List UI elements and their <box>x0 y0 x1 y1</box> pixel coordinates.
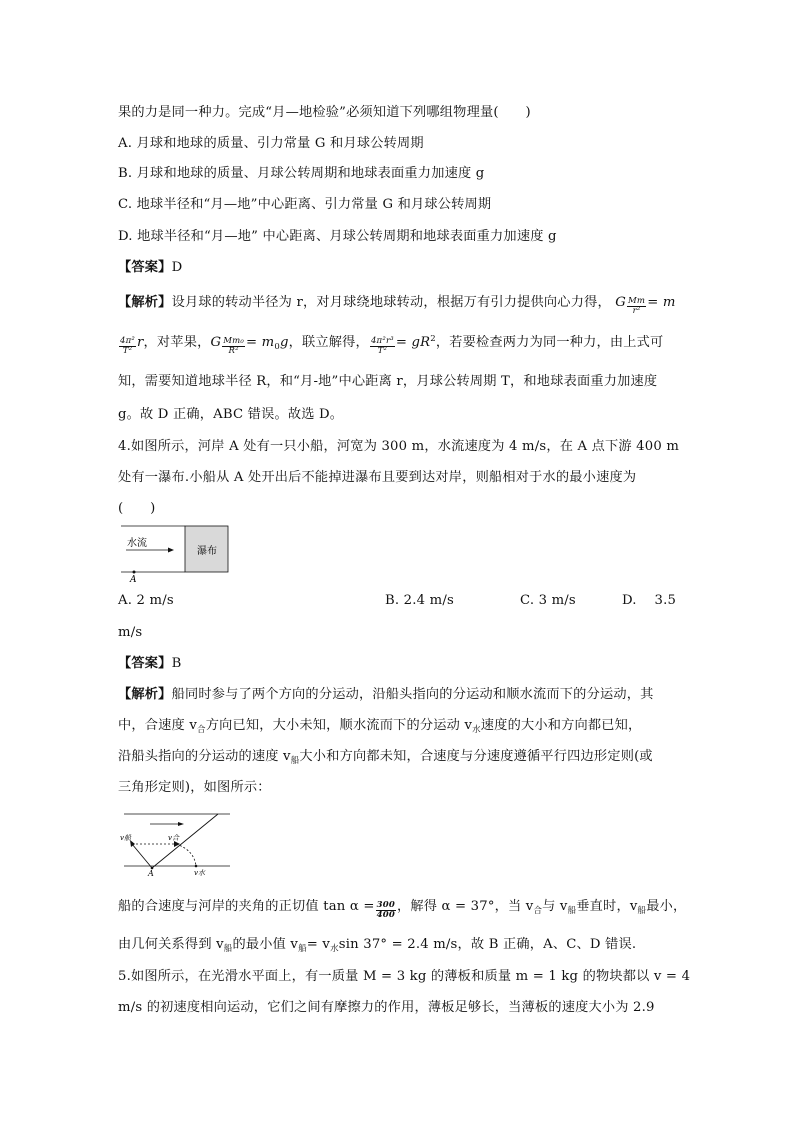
analysis-label: 【解析】 <box>118 295 172 310</box>
v-shui-label: v水 <box>194 869 205 877</box>
flow-label: 水流 <box>127 538 147 549</box>
q3-option-c: C. 地球半径和“月—地”中心距离、引力常量 G 和月球公转周期 <box>118 197 492 212</box>
answer-label: 【答案】 <box>118 260 172 275</box>
q5-stem-line1: 5.如图所示，在光滑水平面上，有一质量 M = 3 kg 的薄板和质量 m = 1 kg 的物块都以 v = 4 <box>118 969 691 984</box>
q4-conclusion-line2: 由几何关系得到 $v_船$的最小值 $v_船= v_水\sin$ 37° = 2.4 m/s，故 B 正确，A、C、D 错误. <box>118 937 637 954</box>
answer-value: B <box>171 656 182 671</box>
answer-label: 【答案】 <box>118 656 172 671</box>
q3-option-b: B. 月球和地球的质量、月球公转周期和地球表面重力加速度 g <box>118 166 485 181</box>
q4-option-d-unit: m/s <box>118 625 143 640</box>
q4-option-a: A. 2 m/s <box>118 593 174 608</box>
q3-option-a: A. 月球和地球的质量、引力常量 G 和月球公转周期 <box>118 136 424 151</box>
q4-stem-line3: ( ) <box>118 501 156 516</box>
q3-analysis-line2: $\frac{\text{4π²}}{\text{T²}}$ r，对苹果，G $\frac{\text{Mm₀}}{\text{R²}}$ = $m_0g$，联立解得， $\frac{\text{4π²r³}}{\text{T²}}$ = $gR^2$，若要检查两力为同一种力，由上式可 <box>120 334 664 356</box>
analysis-text: ，联立解得， <box>288 335 369 350</box>
v-chuan-label: v船 <box>120 834 131 842</box>
q4-answer <box>118 655 181 673</box>
q4-conclusion-line1: 船的合速度与河岸的夹角的正切值 tan α = $\frac{300}{400}$ ，解得 α = 37°，当 $v_合$与 $v_船$垂直时，$v_船$最小， <box>118 899 687 920</box>
analysis-label: 【解析】 <box>118 687 172 702</box>
q3-analysis-line3: 知，需要知道地球半径 R，和“月-地”中心距离 r，月球公转周期 T，和地球表面重力加速度 <box>118 374 658 389</box>
analysis-text: 设月球的转动半径为 r，对月球绕地球转动，根据万有引力提供向心力得， <box>171 295 611 310</box>
q4-analysis-line2: 中，合速度 $v_合$方向已知，大小未知，顺水流而下的分运动 $v_水$速度的大小和方向都已知， <box>118 718 642 735</box>
q4-vector-figure <box>118 808 238 878</box>
q4-analysis-line3: 沿船头指向的分运动的速度 $v_船$大小和方向都未知，合速度与分速度遵循平行四边形定则(或 <box>118 749 653 766</box>
waterfall-label: 瀑布 <box>197 546 217 557</box>
answer-value: D <box>171 260 183 275</box>
q3-analysis-line1: 【解析】设月球的转动半径为 r，对月球绕地球转动，根据万有引力提供向心力得， G $\frac{Mm}{\text{r²}}$ = m <box>118 295 676 316</box>
q4-stem-line1: 4.如图所示，河岸 A 处有一只小船，河宽为 300 m，水流速度为 4 m/s，在 A 点下游 400 m <box>118 439 680 454</box>
analysis-text: ，若要检查两力为同一种力，由上式可 <box>435 335 664 350</box>
v-he-label: v合 <box>168 834 179 842</box>
q4-stem-line2: 处有一瀑布.小船从 A 处开出后不能掉进瀑布且要到达对岸，则船相对于水的最小速度为 <box>118 470 637 485</box>
q4-analysis-line1: 【解析】船同时参与了两个方向的分运动，沿船头指向的分运动和顺水流而下的分运动，其 <box>118 687 654 702</box>
analysis-text: ，对苹果， <box>143 335 211 350</box>
q3-answer <box>118 259 182 277</box>
point-a-label: A <box>148 869 154 878</box>
q4-option-d: D. 3.5 <box>622 593 677 608</box>
point-a-label: A <box>130 575 137 584</box>
q4-option-b: B. 2.4 m/s <box>385 593 454 608</box>
q3-stem-tail: 果的力是同一种力。完成“月—地检验”必须知道下列哪组物理量( ) <box>118 105 531 120</box>
q5-stem-line2: m/s 的初速度相向运动，它们之间有摩擦力的作用，薄板足够长，当薄板的速度大小为 2.9 <box>118 1000 655 1015</box>
q3-option-d: D. 地球半径和“月—地” 中心距离、月球公转周期和地球表面重力加速度 g <box>118 229 557 244</box>
q4-analysis-line4: 三角形定则)，如图所示： <box>118 780 271 795</box>
q3-analysis-line4: g。故 D 正确，ABC 错误。故选 D。 <box>118 407 344 422</box>
q4-option-c: C. 3 m/s <box>520 593 576 608</box>
q4-river-figure <box>118 524 238 584</box>
